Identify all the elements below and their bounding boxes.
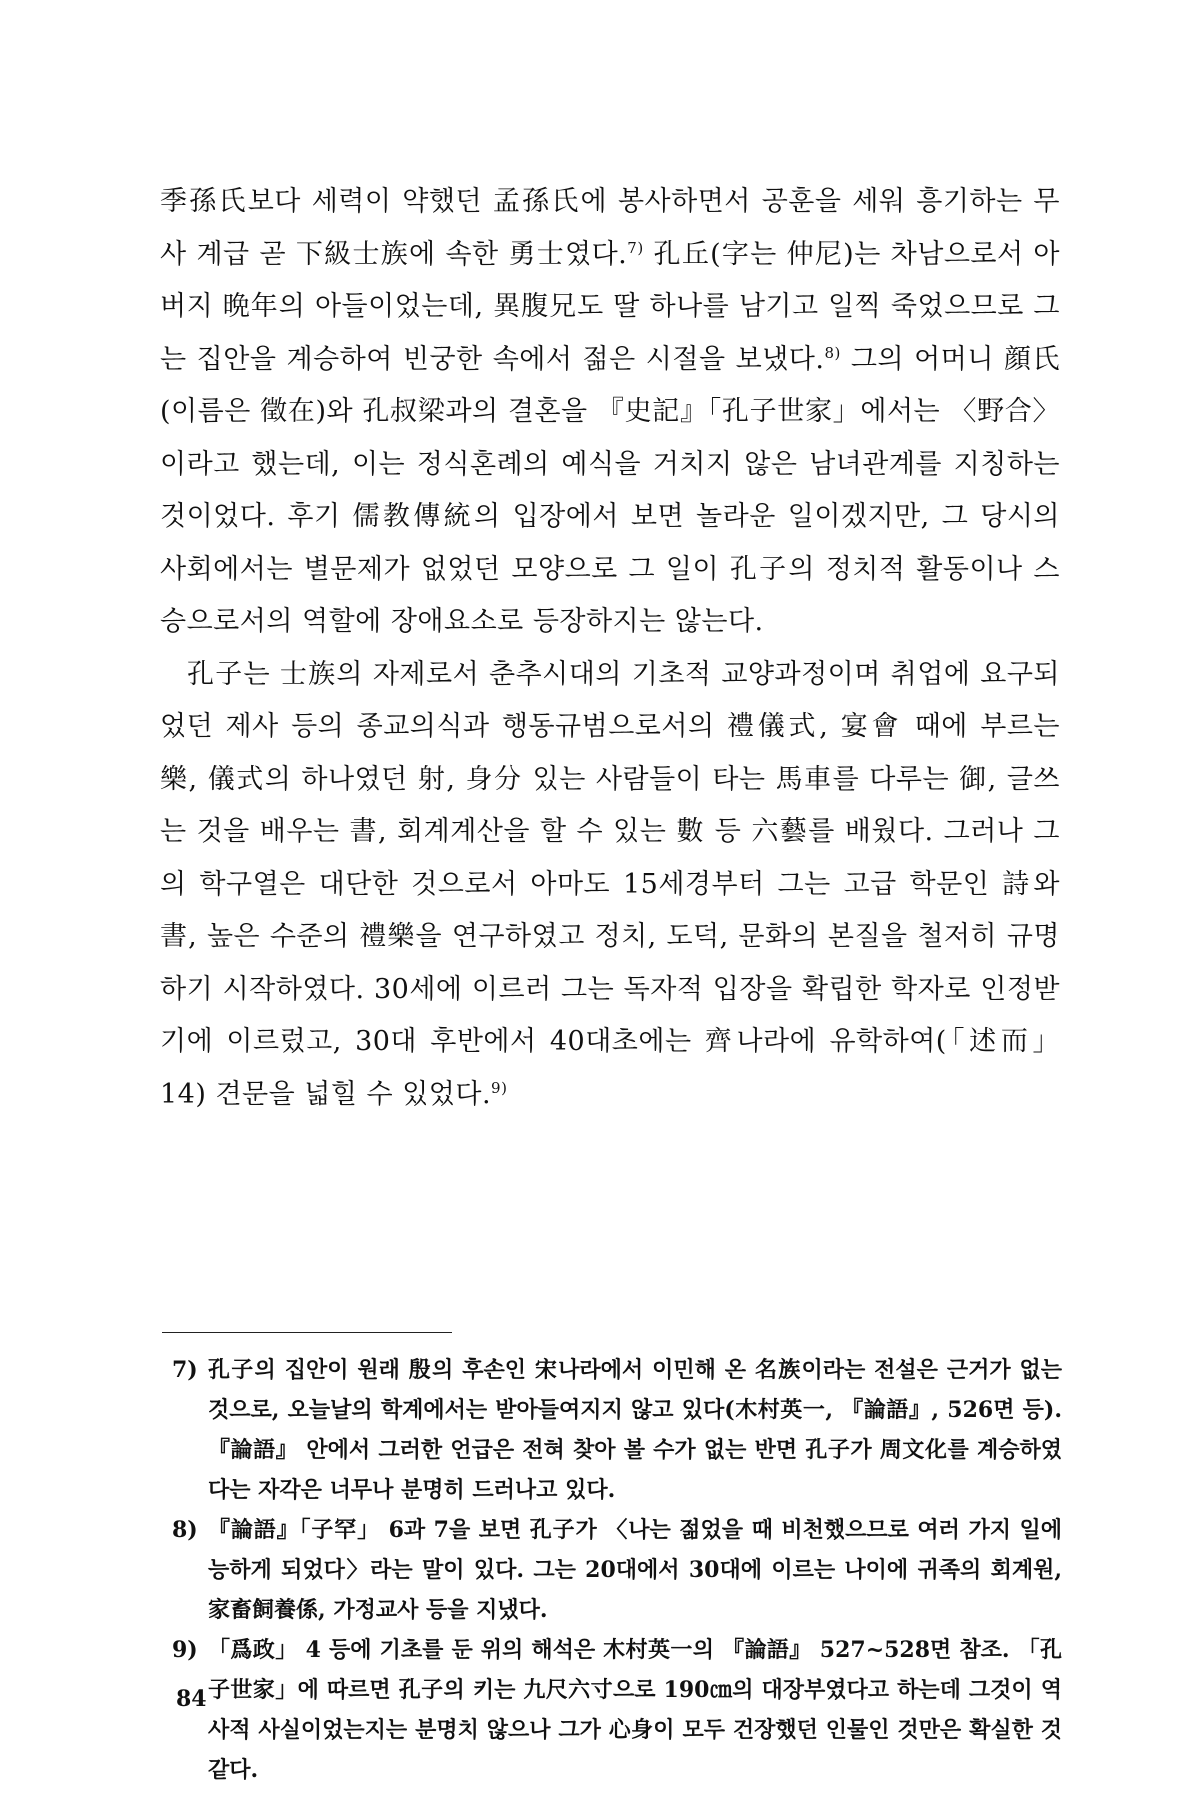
paragraph-1-text-b: 孔丘(字는 仲尼)는 차남으로서 아버지 晩年의 아들이었는데, 異腹兄도 딸 하나를 남기고 일찍 죽었으므로 그는 집안을 계승하여 빈궁한 속에서 젊은 시절을 보냈다. [160, 238, 1061, 375]
paragraph-1-text-c: 그의 어머니 顔氏(이름은 徵在)와 孔叔梁과의 결혼을 『史記』「孔子世家」에서는 〈野合〉이라고 했는데, 이는 정식혼례의 예식을 거치지 않은 남녀관계를 지칭하는 것이었다. 후기 儒教傳統의 입장에서 보면 놀라운 일이겠지만, 그 당시의 사회에서는 별문제가 없었던 모양으로 그 일이 孔子의 정치적 활동이나 스승으로서의 역할에 장애요소로 등장하지는 않는다. [160, 343, 1060, 637]
footnote-number: 9) [172, 1637, 198, 1663]
footnote-ref-7[interactable]: 7) [627, 238, 644, 257]
footnote-9 [172, 1630, 1062, 1790]
footnote-ref-9[interactable]: 9) [491, 1078, 508, 1097]
footnote-text: 孔子의 집안이 원래 殷의 후손인 宋나라에서 이민해 온 名族이라는 전설은 근거가 없는 것으로, 오늘날의 학계에서는 받아들여지지 않고 있다(木村英一, 『論語』, 526면 등). 『論語』 안에서 그러한 언급은 전혀 찾아 볼 수가 없는 반면 孔子가 周文化를 계승하였다는 자각은 너무나 분명히 드러나고 있다. [208, 1357, 1062, 1503]
footnote-text: 「爲政」 4 등에 기초를 둔 위의 해석은 木村英一의 『論語』 527~528면 참조. 「孔子世家」에 따르면 孔子의 키는 九尺六寸으로 190㎝의 대장부였다고 하는데 그것이 역사적 사실이었는지는 분명치 않으나 그가 心身이 모두 건장했던 인물인 것만은 확실한 것 같다. [208, 1637, 1062, 1783]
paragraph-2 [160, 649, 1060, 1122]
footnote-number: 7) [172, 1357, 198, 1383]
footnote-ref-8[interactable]: 8) [824, 343, 841, 362]
paragraph-1-text-a: 季孫氏보다 세력이 약했던 孟孫氏에 봉사하면서 공훈을 세워 흥기하는 무사 계급 곧 下級士族에 속한 勇士였다. [160, 186, 1060, 270]
page-number: 84 [176, 1686, 207, 1712]
main-text [160, 176, 1060, 1121]
footnote-text: 『論語』「子罕」 6과 7을 보면 孔子가 〈나는 젊었을 때 비천했으므로 여러 가지 일에 능하게 되었다〉라는 말이 있다. 그는 20대에서 30대에 이르는 나이에 귀족의 회계원, 家畜飼養係, 가정교사 등을 지냈다. [208, 1517, 1062, 1623]
paragraph-2-text-a: 孔子는 士族의 자제로서 춘추시대의 기초적 교양과정이며 취업에 요구되었던 제사 등의 종교의식과 행동규범으로서의 禮儀式, 宴會 때에 부르는 樂, 儀式의 하나였던 射, 身分 있는 사람들이 타는 馬車를 다루는 御, 글쓰는 것을 배우는 書, 회계계산을 할 수 있는 數 등 六藝를 배웠다. 그러나 그의 학구열은 대단한 것으로서 아마도 15세경부터 그는 고급 학문인 詩와 書, 높은 수준의 禮樂을 연구하였고 정치, 도덕, 문화의 본질을 철저히 규명하기 시작하였다. 30세에 이르러 그는 독자적 입장을 확립한 학자로 인정받기에 이르렀고, 30대 후반에서 40대초에는 齊나라에 유학하여(「述而」 14) 견문을 넓힐 수 있었다. [160, 658, 1060, 1110]
footnote-number: 8) [172, 1517, 198, 1543]
paragraph-1 [160, 176, 1060, 649]
footnote-divider [162, 1332, 452, 1333]
footnotes [172, 1350, 1062, 1790]
footnote-8 [172, 1510, 1062, 1630]
footnote-7 [172, 1350, 1062, 1510]
